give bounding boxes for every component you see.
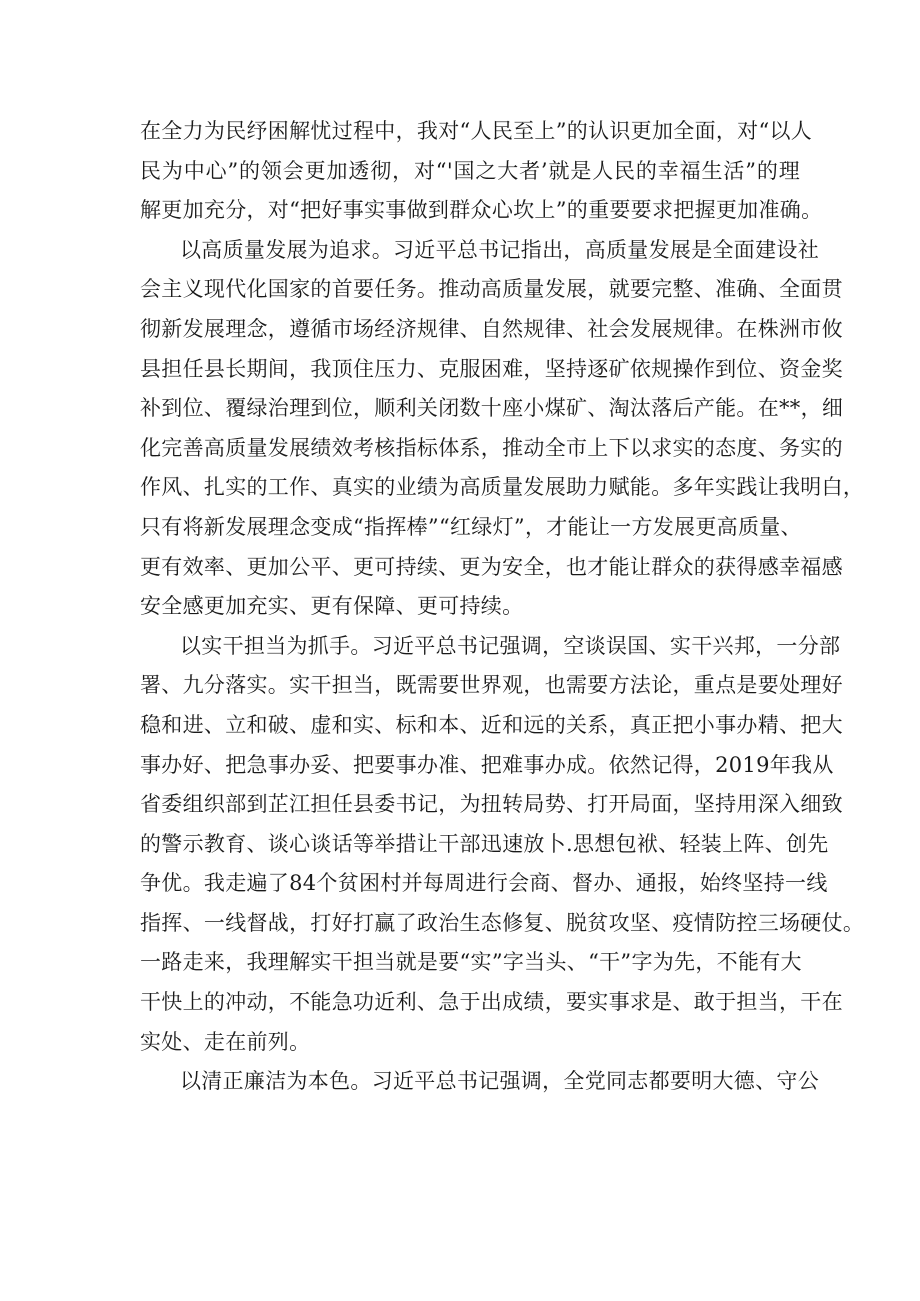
text-line: 稳和进、立和破、虚和实、标和本、近和远的关系，真正把小事办精、把大 [140, 712, 843, 737]
text-line: 省委组织部到芷江担任县委书记，为扭转局势、打开局面，坚持用深入细致 [140, 792, 843, 817]
paragraph-2 [140, 231, 865, 627]
text-line: 只有将新发展理念变成“指挥棒”“红绿灯”，才能让一方发展更高质量、 [140, 514, 802, 539]
paragraph-1 [140, 112, 823, 231]
text-line: 彻新发展理念，遵循市场经济规律、自然规律、社会发展规律。在株洲市攸 [140, 316, 843, 341]
paragraph-3 [140, 627, 865, 1063]
text-line: 指挥、一线督战，打好打赢了政治生态修复、脱贫攻坚、疫情防控三场硬仗。 [140, 910, 865, 935]
text-line: 干快上的冲动，不能急功近利、急于出成绩，要实事求是、敢于担当，干在 [140, 990, 843, 1015]
text-line: 以实干担当为抓手。习近平总书记强调，空谈误国、实干兴邦，一分部 [180, 633, 841, 658]
text-line: 更有效率、更加公平、更可持续、更为安全，也才能让群众的获得感幸福感 [140, 554, 843, 579]
text-line: 的警示教育、谈心谈话等举措让干部迅速放卜.思想包袱、轻装上阵、创先 [140, 831, 829, 856]
text-line: 一路走来，我理解实干担当就是要“实”字当头、“干”字为先，不能有大 [140, 950, 802, 975]
text-line: 以高质量发展为追求。习近平总书记指出，高质量发展是全面建设社 [180, 237, 819, 262]
text-line: 化完善高质量发展绩效考核指标体系，推动全市上下以求实的态度、务实的 [140, 435, 843, 460]
text-line: 安全感更加充实、更有保障、更可持续。 [140, 594, 524, 619]
text-line: 解更加充分，对“把好事实事做到群众心坎上”的重要要求把握更加准确。 [140, 198, 823, 223]
text-line: 以清正廉洁为本色。习近平总书记强调，全党同志都要明大德、守公 [180, 1069, 819, 1094]
text-line: 在全力为民纾困解忧过程中，我对“人民至上”的认识更加全面，对“以人 [140, 119, 813, 143]
text-line: 县担任县长期间，我顶住压力、克服困难，坚持逐矿依规操作到位、资金奖 [140, 356, 843, 381]
text-line: 会主义现代化国家的首要任务。推动高质量发展，就要完整、准确、全面贯 [140, 277, 843, 302]
text-line: 署、九分落实。实干担当，既需要世界观，也需要方法论，重点是要处理好 [140, 673, 843, 698]
body-text [140, 112, 865, 1102]
text-line: 争优。我走遍了84个贫困村并每周进行会商、督办、通报，始终坚持一线 [140, 871, 828, 896]
text-line: 事办好、把急事办妥、把要事办准、把难事办成。依然记得，2019年我从 [140, 752, 834, 777]
text-line: 民为中心”的领会更加透彻，对“'国之大者’就是人民的幸福生活”的理 [140, 158, 800, 183]
text-line: 作风、扎实的工作、真实的业绩为高质量发展助力赋能。多年实践让我明白， [140, 475, 865, 500]
text-line: 实处、走在前列。 [140, 1029, 311, 1054]
paragraph-4 [140, 1062, 819, 1102]
text-line: 补到位、覆绿治理到位，顺利关闭数十座小煤矿、淘汰落后产能。在**，细 [140, 396, 844, 421]
